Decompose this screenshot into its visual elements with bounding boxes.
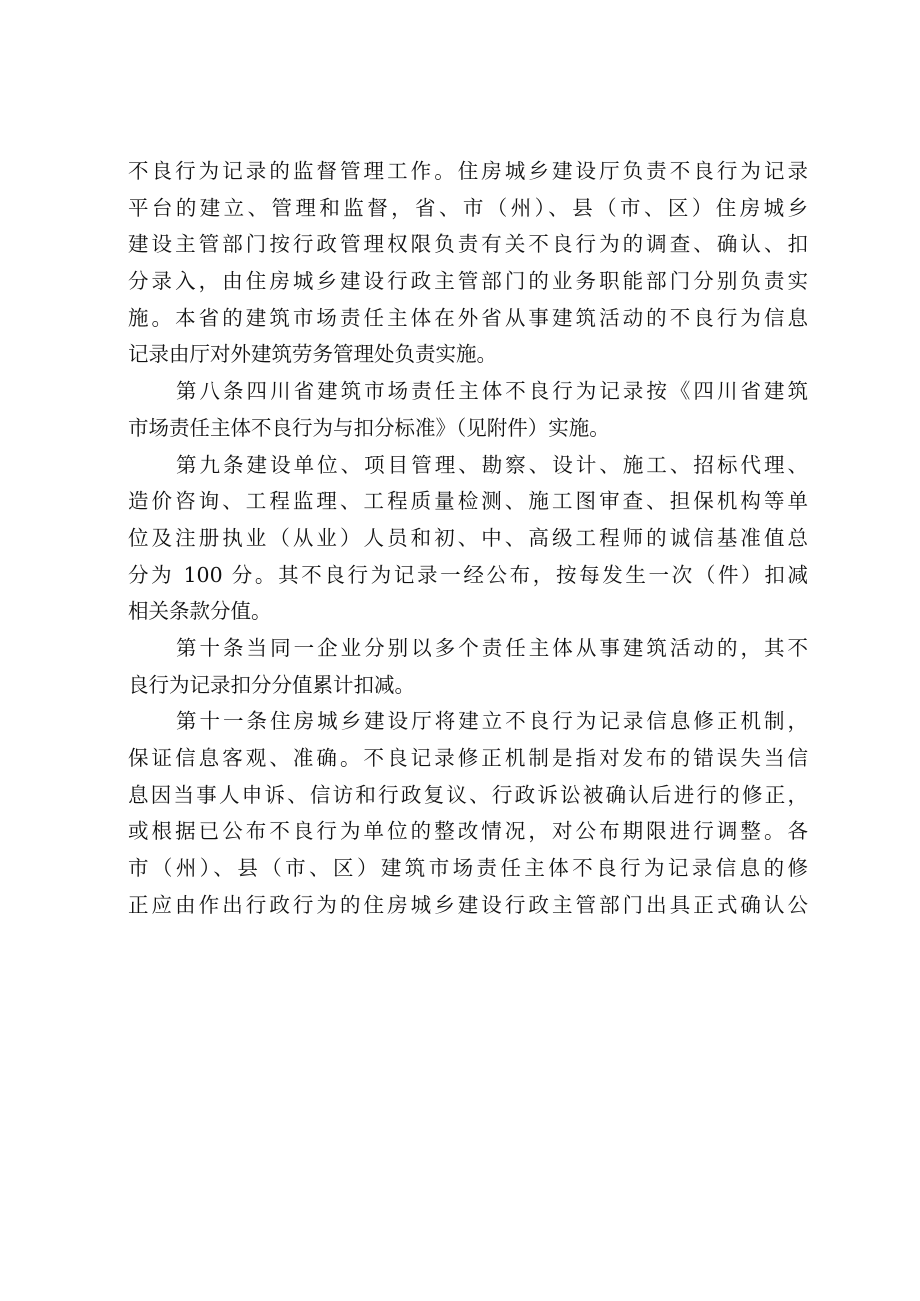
text-line: 正应由作出行政行为的住房城乡建设行政主管部门出具正式确认公: [128, 892, 808, 917]
text-line: 相关条款分值。: [128, 599, 272, 624]
text-line: 保证信息客观、准确。不良记录修正机制是指对发布的错误失当信: [128, 746, 808, 770]
paragraph-start-article-10: 第十条当同一企业分别以多个责任主体从事建筑活动的，其不: [176, 635, 808, 660]
text-line: 分为 100 分。其不良行为记录一经公布，按每发生一次（件）扣减: [128, 562, 808, 587]
text-line: 记录由厅对外建筑劳务管理处负责实施。: [128, 342, 497, 367]
text-line: 或根据已公布不良行为单位的整改情况，对公布期限进行调整。各: [128, 819, 808, 844]
text-line: 不良行为记录的监督管理工作。住房城乡建设厅负责不良行为记录: [128, 159, 808, 183]
paragraph-start-article-11: 第十一条住房城乡建设厅将建立不良行为记录信息修正机制，: [176, 709, 808, 734]
text-line: 息因当事人申诉、信访和行政复议、行政诉讼被确认后进行的修正，: [128, 782, 808, 807]
text-line: 市场责任主体不良行为与扣分标准》（见附件）实施。: [128, 415, 610, 440]
text-line: 建设主管部门按行政管理权限负责有关不良行为的调查、确认、扣: [128, 232, 808, 257]
text-line: 平台的建立、管理和监督，省、市（州）、县（市、区）住房城乡: [128, 195, 808, 220]
text-line: 市（州）、县（市、区）建筑市场责任主体不良行为记录信息的修: [128, 856, 808, 881]
text-line: 分录入，由住房城乡建设行政主管部门的业务职能部门分别负责实: [128, 269, 808, 294]
paragraph-start-article-9: 第九条建设单位、项目管理、勘察、设计、施工、招标代理、: [176, 452, 808, 477]
paragraph-start-article-8: 第八条四川省建筑市场责任主体不良行为记录按《四川省建筑: [176, 379, 808, 404]
text-line: 良行为记录扣分分值累计扣减。: [128, 672, 415, 697]
document-body: [128, 153, 808, 923]
text-line: 施。本省的建筑市场责任主体在外省从事建筑活动的不良行为信息: [128, 305, 808, 330]
text-line: 造价咨询、工程监理、工程质量检测、施工图审查、担保机构等单: [128, 489, 808, 514]
text-line: 位及注册执业（从业）人员和初、中、高级工程师的诚信基准值总: [128, 525, 808, 550]
